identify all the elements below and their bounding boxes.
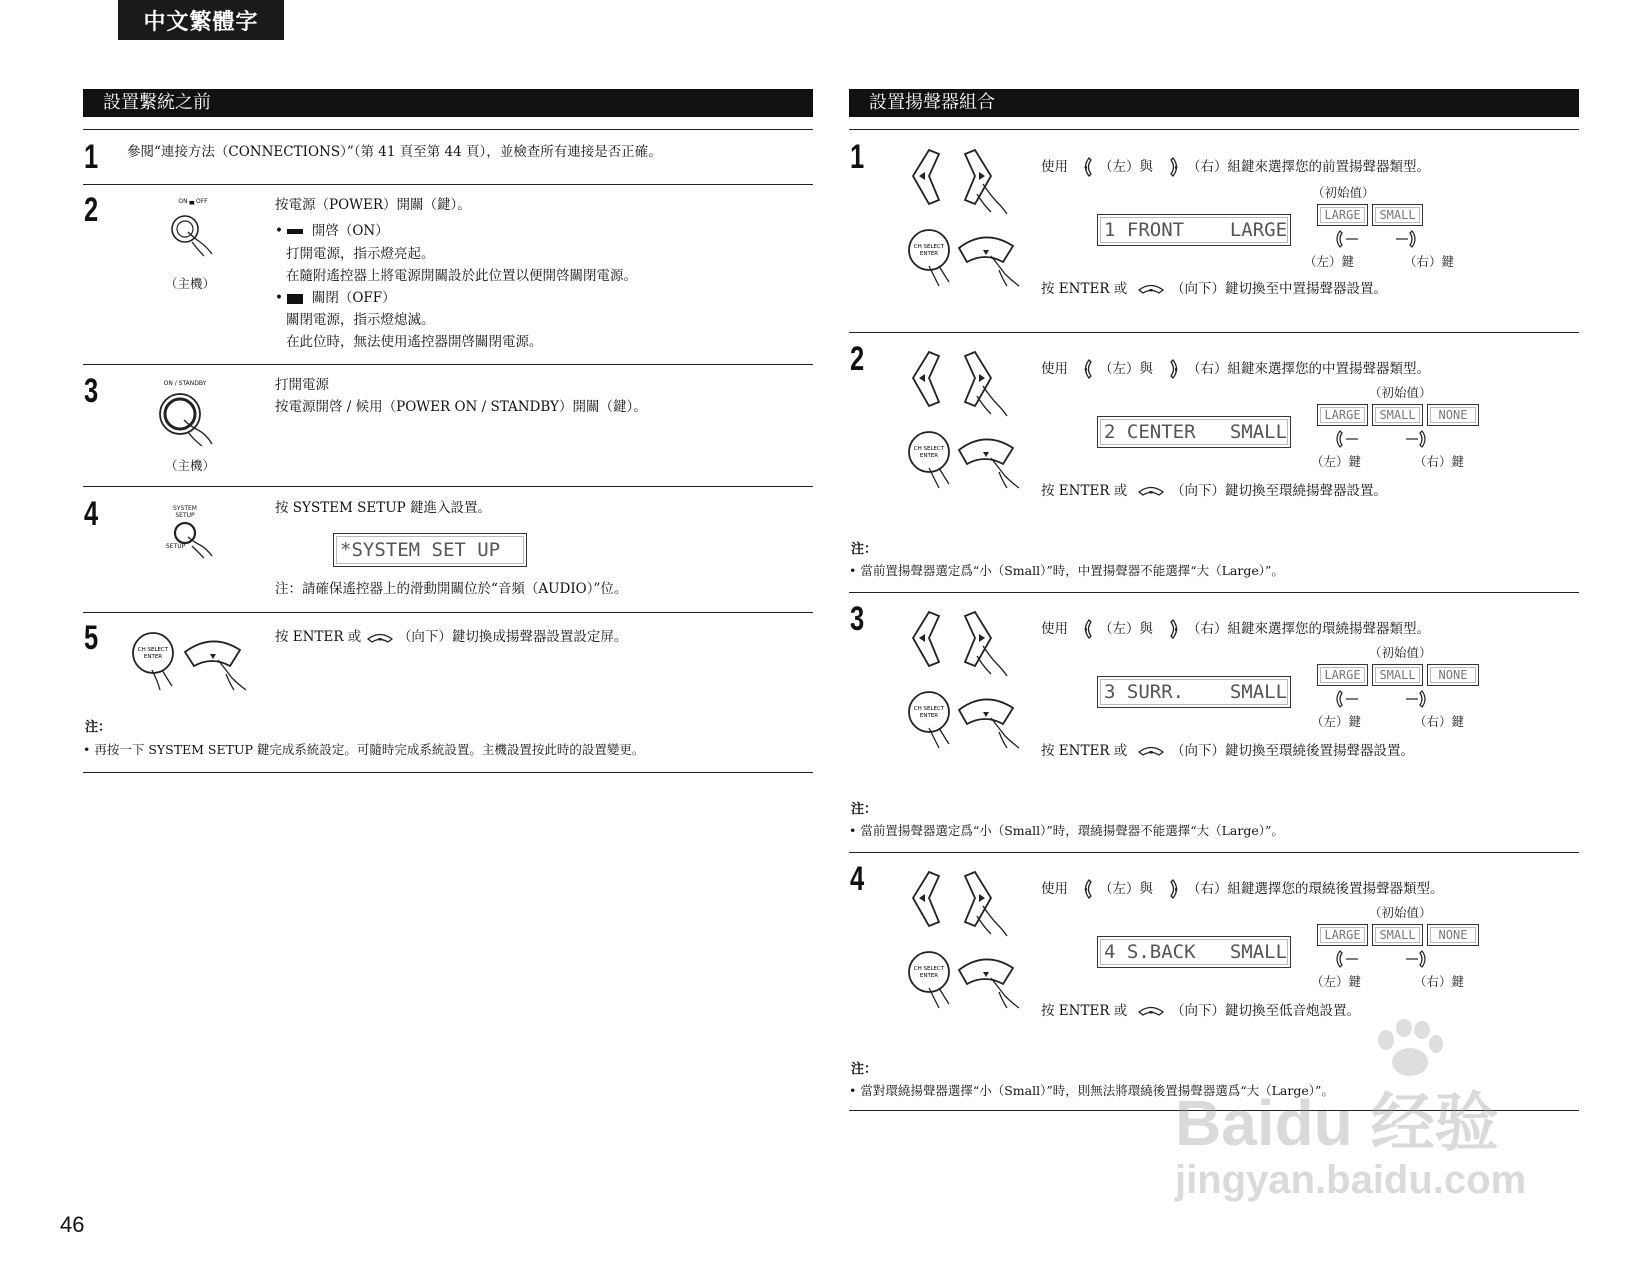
right-arrow-icon: [1404, 950, 1434, 968]
step-number: 1: [84, 138, 99, 176]
use-text: （右）組鍵來選擇您的前置揚聲器類型。: [1187, 159, 1430, 175]
step-number: 4: [850, 860, 865, 898]
on-off-label: ON ▄ OFF: [178, 198, 208, 205]
step-4-line: 按 SYSTEM SETUP 鍵進入設置。: [275, 500, 492, 516]
left-arrow-icon: [1334, 950, 1364, 968]
press-text: （向下）鍵切換至環繞揚聲器設置。: [1171, 483, 1387, 499]
left-key-caption: （左）鍵: [1311, 454, 1362, 469]
watermark-brand: Baidu 经验: [1175, 1087, 1499, 1159]
divider: [83, 612, 813, 613]
lcd-display: 1 FRONT LARGE: [1097, 214, 1291, 246]
note-label: 注：: [851, 1062, 878, 1077]
left-section-title: 設置繫統之前: [83, 89, 813, 117]
step-number: 2: [850, 340, 865, 378]
press-text: 按 ENTER 或: [1041, 1003, 1128, 1019]
step-number: 2: [84, 191, 99, 229]
paw-icon: [1370, 1020, 1450, 1080]
standby-label: ON / STANDBY: [163, 380, 207, 387]
divider: [849, 592, 1579, 593]
option-small: SMALL: [1372, 664, 1423, 686]
left-key-icon: [1081, 157, 1095, 179]
note-text: • 當前置揚聲器選定爲“小（Small）”時，中置揚聲器不能選擇“大（Large）”。: [849, 563, 1284, 578]
press-text: 按 ENTER 或: [1041, 483, 1128, 499]
step-5-text-a: 按 ENTER 或: [275, 629, 366, 645]
divider: [849, 852, 1579, 853]
remote-buttons-icon: [899, 600, 1029, 760]
left-key-icon: [1081, 619, 1095, 641]
option-none: NONE: [1427, 404, 1479, 426]
right-key-caption: （右）鍵: [1404, 254, 1455, 269]
enter-and-down-buttons-icon: [130, 630, 260, 700]
note-label: 注：: [851, 802, 878, 817]
right-arrow-icon: [1394, 230, 1424, 248]
right-key-icon: [1169, 879, 1183, 901]
watermark: [1175, 1020, 1635, 1220]
note-text: • 再按一下 SYSTEM SETUP 鍵完成系統設定。可隨時完成系統設置。主機設置按此時的設置變更。: [83, 742, 645, 757]
use-text: （右）組鍵來選擇您的環繞揚聲器類型。: [1187, 621, 1430, 637]
use-text: 使用: [1041, 159, 1068, 175]
svg-text:CH SELECT: CH SELECT: [913, 706, 945, 712]
note-label: 注：: [851, 542, 878, 557]
remote-buttons-icon: [899, 340, 1029, 500]
step-number: 3: [84, 372, 99, 410]
on-switch-icon: [287, 229, 303, 234]
remote-buttons-icon: [899, 138, 1029, 298]
left-key-caption: （左）鍵: [1311, 974, 1362, 989]
option-large: LARGE: [1317, 924, 1368, 946]
step-4-note: 注：請確保遙控器上的滑動開關位於“音頻（AUDIO）”位。: [275, 581, 628, 597]
right-section-title: 設置揚聲器組合: [849, 89, 1579, 117]
left-arrow-icon: [1334, 690, 1364, 708]
use-text: （左）與: [1099, 881, 1153, 897]
use-text: （右）組鍵來選擇您的中置揚聲器類型。: [1187, 361, 1430, 377]
down-key-icon: [1137, 485, 1167, 497]
default-value-label: （初始值）: [1312, 185, 1375, 200]
press-text: 按 ENTER 或: [1041, 743, 1128, 759]
divider: [83, 364, 813, 365]
lcd-display: 3 SURR. SMALL: [1097, 676, 1291, 708]
default-value-label: （初始值）: [1369, 905, 1432, 920]
svg-text:CH SELECT: CH SELECT: [913, 966, 945, 972]
device-caption: （主機）: [165, 458, 216, 473]
default-value-label: （初始值）: [1369, 385, 1432, 400]
default-value-label: （初始值）: [1369, 645, 1432, 660]
option-small: SMALL: [1372, 404, 1423, 426]
use-text: （左）與: [1099, 621, 1153, 637]
svg-text:CH SELECT: CH SELECT: [913, 244, 945, 250]
divider: [83, 129, 813, 130]
step-2-line: 在此位時，無法使用遙控器開啓關閉電源。: [286, 334, 543, 350]
standby-button-icon: [158, 392, 228, 452]
divider: [83, 184, 813, 185]
use-text: （右）組鍵選擇您的環繞後置揚聲器類型。: [1187, 881, 1444, 897]
on-label: 開啓（ON）: [311, 223, 389, 239]
left-key-caption: （左）鍵: [1304, 254, 1355, 269]
divider: [83, 486, 813, 487]
step-5-line: [275, 626, 627, 648]
option-large: LARGE: [1317, 404, 1368, 426]
use-text: 使用: [1041, 361, 1068, 377]
lcd-display: 4 S.BACK SMALL: [1097, 936, 1291, 968]
step-1-text: 參閱“連接方法（CONNECTIONS）”（第 41 頁至第 44 頁），並檢查所有連接是否正確。: [127, 144, 662, 160]
left-key-icon: [1081, 359, 1095, 381]
divider: [849, 129, 1579, 130]
left-key-caption: （左）鍵: [1311, 714, 1362, 729]
option-small: SMALL: [1372, 204, 1423, 226]
step-2-line: 打開電源，指示燈亮起。: [286, 246, 435, 262]
note-text: • 當對環繞揚聲器選擇“小（Small）”時，則無法將環繞後置揚聲器選爲“大（Large）”。: [849, 1083, 1334, 1098]
system-setup-label: SYSTEM SETUP: [173, 505, 197, 519]
svg-text:ENTER: ENTER: [919, 453, 939, 459]
off-label: 關閉（OFF）: [311, 290, 396, 306]
right-key-icon: [1169, 157, 1183, 179]
svg-text:ENTER: ENTER: [919, 713, 939, 719]
down-key-icon: [366, 632, 394, 644]
down-key-icon: [1137, 283, 1167, 295]
note-label: 注：: [85, 720, 112, 735]
press-text: （向下）鍵切換至環繞後置揚聲器設置。: [1171, 743, 1414, 759]
right-key-caption: （右）鍵: [1414, 974, 1465, 989]
svg-text:ENTER: ENTER: [919, 251, 939, 257]
use-text: 使用: [1041, 621, 1068, 637]
step-number: 3: [850, 600, 865, 638]
language-tab: 中文繁體字: [118, 0, 284, 40]
on-bullet: • 開啓（ON）: [275, 223, 389, 239]
down-key-icon: [1137, 745, 1167, 757]
setup-label: SETUP: [166, 543, 186, 550]
left-key-icon: [1081, 879, 1095, 901]
right-arrow-icon: [1404, 430, 1434, 448]
right-key-caption: （右）鍵: [1414, 714, 1465, 729]
option-large: LARGE: [1317, 204, 1368, 226]
note-text: • 當前置揚聲器選定爲“小（Small）”時，環繞揚聲器不能選擇“大（Large）”。: [849, 823, 1284, 838]
right-arrow-icon: [1404, 690, 1434, 708]
svg-text:ENTER: ENTER: [919, 973, 939, 979]
press-text: 按 ENTER 或: [1041, 281, 1128, 297]
right-key-caption: （右）鍵: [1414, 454, 1465, 469]
option-large: LARGE: [1317, 664, 1368, 686]
step-2-line: 按電源（POWER）開關（鍵）。: [275, 197, 471, 213]
divider: [849, 332, 1579, 333]
divider: [83, 772, 813, 773]
right-key-icon: [1169, 359, 1183, 381]
use-text: （左）與: [1099, 361, 1153, 377]
use-text: （左）與: [1099, 159, 1153, 175]
option-small: SMALL: [1372, 924, 1423, 946]
right-key-icon: [1169, 619, 1183, 641]
device-caption: （主機）: [165, 276, 216, 291]
svg-text:CH SELECT: CH SELECT: [137, 647, 169, 653]
step-number: 1: [850, 138, 865, 176]
step-5-text-b: （向下）鍵切換成揚聲器設置設定屏。: [397, 629, 628, 645]
press-text: （向下）鍵切換至中置揚聲器設置。: [1171, 281, 1387, 297]
left-arrow-icon: [1334, 230, 1364, 248]
press-text: （向下）鍵切換至低音炮設置。: [1171, 1003, 1360, 1019]
page-number: 46: [60, 1212, 85, 1237]
off-bullet: • 關閉（OFF）: [275, 290, 396, 306]
lcd-display: 2 CENTER SMALL: [1097, 416, 1291, 448]
step-number: 5: [84, 619, 99, 657]
svg-text:ENTER: ENTER: [143, 654, 163, 660]
step-3-line: 按電源開啓 / 候用（POWER ON / STANDBY）開關（鍵）。: [275, 399, 647, 415]
off-switch-icon: [287, 294, 303, 304]
lcd-display: *SYSTEM SET UP: [333, 533, 527, 567]
use-text: 使用: [1041, 881, 1068, 897]
step-number: 4: [84, 495, 99, 533]
remote-buttons-icon: [899, 860, 1029, 1020]
power-button-icon: [168, 212, 223, 262]
system-setup-button-icon: [172, 520, 222, 560]
watermark-url: jingyan.baidu.com: [1175, 1158, 1527, 1202]
step-2-line: 在隨附遙控器上將電源開關設於此位置以便開啓關閉電源。: [286, 268, 637, 284]
down-key-icon: [1137, 1005, 1167, 1017]
left-arrow-icon: [1334, 430, 1364, 448]
option-none: NONE: [1427, 664, 1479, 686]
svg-text:CH SELECT: CH SELECT: [913, 446, 945, 452]
option-none: NONE: [1427, 924, 1479, 946]
step-2-line: 關閉電源，指示燈熄滅。: [286, 312, 435, 328]
step-3-line: 打開電源: [275, 377, 329, 393]
